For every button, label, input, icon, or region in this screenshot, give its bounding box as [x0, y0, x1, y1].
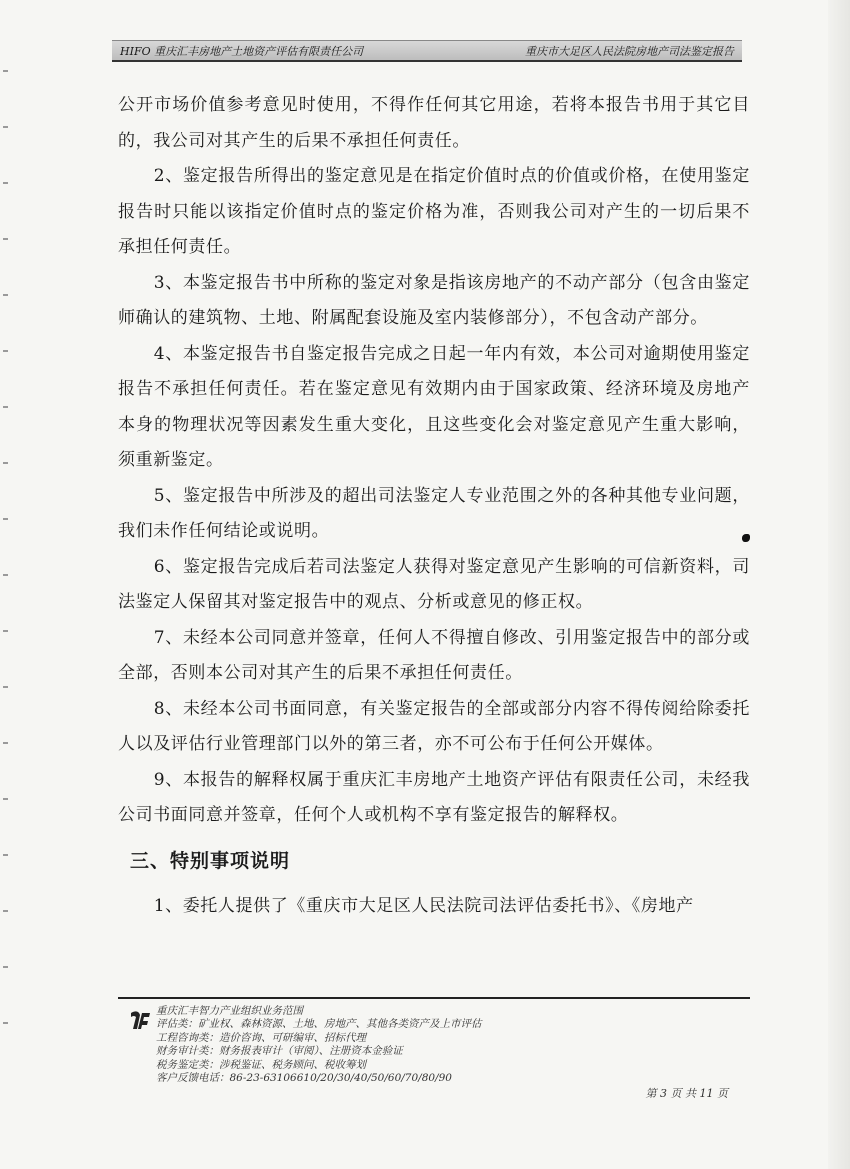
footer-line: 财务审计类：财务报表审计（审阅）、注册资本金验证 — [156, 1045, 403, 1058]
page-header — [112, 40, 742, 62]
paragraph-item-2: 2、鉴定报告所得出的鉴定意见是在指定价值时点的价值或价格，在使用鉴定报告时只能以该指定价值时点的鉴定价格为准，否则我公司对产生的一切后果不承担任何责任。 — [118, 166, 750, 257]
paragraph-special-1: 1、委托人提供了《重庆市大足区人民法院司法评估委托书》、《房地产 — [153, 896, 694, 916]
footer-line: 客户反馈电话：86-23-63106610/20/30/40/50/60/70/80/90 — [156, 1072, 452, 1085]
ink-smudge — [742, 534, 750, 542]
footer-line: 评估类：矿业权、森林资源、土地、房地产、其他各类资产及上市评估 — [156, 1018, 482, 1031]
footer-line: 税务鉴定类：涉税鉴证、税务顾问、税收筹划 — [156, 1058, 366, 1071]
section-title: 三、特别事项说明 — [130, 849, 291, 872]
page-edge — [828, 0, 850, 1169]
footer-line: 工程咨询类：造价咨询、可研编审、招标代理 — [156, 1031, 366, 1044]
company-logo-icon — [128, 1009, 152, 1031]
footer-rule — [118, 997, 750, 999]
page-footer — [128, 1005, 748, 1105]
paragraph-item-8: 8、未经本公司书面同意，有关鉴定报告的全部或部分内容不得传阅给除委托人以及评估行业管理部门以外的第三者，亦不可公布于任何公开媒体。 — [118, 698, 750, 754]
header-report-title: 重庆市大足区人民法院房地产司法鉴定报告 — [525, 44, 734, 58]
paragraph-item-5: 5、鉴定报告中所涉及的超出司法鉴定人专业范围之外的各种其他专业问题，我们未作任何结论或说明。 — [118, 485, 750, 541]
binding-marks — [0, 0, 14, 1169]
paragraph-continuation: 公开市场价值参考意见时使用，不得作任何其它用途，若将本报告书用于其它目的，我公司对其产生的后果不承担任何责任。 — [118, 95, 750, 151]
page-number: 第 3 页 共 11 页 — [645, 1087, 728, 1100]
footer-line: 重庆汇丰智力产业组织业务范围 — [156, 1005, 303, 1017]
paragraph-item-6: 6、鉴定报告完成后若司法鉴定人获得对鉴定意见产生影响的可信新资料，司法鉴定人保留其对鉴定报告中的观点、分析或意见的修正权。 — [118, 556, 750, 612]
paragraph-item-7: 7、未经本公司同意并签章，任何人不得擅自修改、引用鉴定报告中的部分或全部，否则本公司对其产生的后果不承担任何责任。 — [118, 627, 750, 683]
header-company: HIFO 重庆汇丰房地产土地资产评估有限责任公司 — [120, 44, 364, 58]
paragraph-item-3: 3、本鉴定报告书中所称的鉴定对象是指该房地产的不动产部分（包含由鉴定师确认的建筑物、土地、附属配套设施及室内装修部分），不包含动产部分。 — [118, 272, 750, 328]
footer-service-list — [156, 1005, 482, 1085]
paragraph-item-4: 4、本鉴定报告书自鉴定报告完成之日起一年内有效，本公司对逾期使用鉴定报告不承担任何责任。若在鉴定意见有效期内由于国家政策、经济环境及房地产本身的物理状况等因素发生重大变化，且这些变化会对鉴定意见产生重大影响，须重新鉴定。 — [118, 343, 750, 470]
report-body — [118, 88, 750, 925]
paragraph-item-9: 9、本报告的解释权属于重庆汇丰房地产土地资产评估有限责任公司，未经我公司书面同意并签章，任何个人或机构不享有鉴定报告的解释权。 — [118, 769, 750, 825]
